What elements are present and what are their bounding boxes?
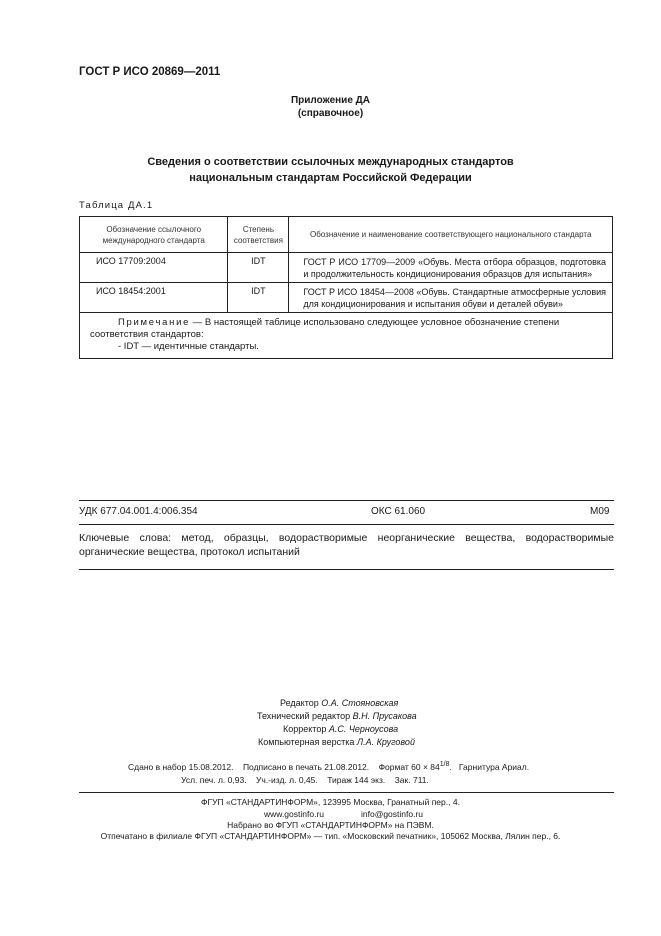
table-note-row [80, 313, 613, 359]
section-title-line1: Сведения о соответствии ссылочных международных стандартов [147, 156, 514, 168]
udk-code: УДК 677.04.001.4:006.354 [79, 506, 198, 517]
editor-line: Корректор А.С. Черноусова [283, 724, 399, 734]
printed-info: Отпечатано в филиале ФГУП «СТАНДАРТИНФОРМ» — тип. «Московский печатник», 105062 Москва, Лялин пер., 6. [100, 831, 561, 841]
section-title-line2: национальным стандартам Российской Федерации [189, 172, 472, 184]
classification-code: М09 [590, 506, 610, 517]
annex-subtitle: (справочное) [297, 108, 364, 119]
divider [79, 524, 614, 525]
divider [79, 792, 614, 793]
divider [79, 500, 614, 501]
note-text: — В настоящей таблице использовано следующее условное обозначение степени соответствия стандартов: [90, 317, 560, 340]
annex-title: Приложение ДА [290, 95, 371, 106]
editor-name: А.С. Черноусова [328, 724, 399, 734]
publisher-website: www.gostinfo.ru [264, 809, 324, 819]
header-reference-standard: Обозначение ссылочного международного стандарта [80, 217, 228, 253]
table-row [80, 253, 613, 283]
table-caption: Таблица ДА.1 [79, 200, 154, 211]
editor-line: Редактор О.А. Стояновская [280, 698, 399, 708]
degree-of-correspondence: IDT [228, 253, 289, 283]
editor-name: Л.А. Круговой [356, 737, 415, 747]
correspondence-table [79, 216, 613, 359]
editor-line: Компьютерная верстка Л.А. Круговой [258, 737, 415, 747]
note-label: Примечание [118, 317, 191, 328]
national-standard: ГОСТ Р ИСО 17709—2009 «Обувь. Места отбора образцов, подготовка и продолжительность кондиционирования образцов для испытания» [289, 253, 613, 283]
keywords: Ключевые слова: метод, образцы, водорастворимые неорганические вещества, водорастворимые органические вещества, протокол испытаний [79, 532, 614, 558]
table-row [80, 283, 613, 313]
note-item: - IDT — идентичные стандарты. [118, 341, 259, 352]
national-standard: ГОСТ Р ИСО 18454—2008 «Обувь. Стандартные атмосферные условия для кондиционирования и испытания обуви и деталей обуви» [289, 283, 613, 313]
degree-of-correspondence: IDT [228, 283, 289, 313]
editor-name: О.А. Стояновская [321, 698, 399, 708]
typeset-info: Набрано во ФГУП «СТАНДАРТИНФОРМ» на ПЭВМ. [227, 820, 434, 830]
header-degree: Степень соответствия [228, 217, 289, 253]
reference-standard: ИСО 18454:2001 [80, 283, 228, 313]
reference-standard: ИСО 17709:2004 [80, 253, 228, 283]
table-note [80, 313, 613, 359]
publisher-email: info@gostinfo.ru [361, 809, 424, 819]
print-info-line2: Усл. печ. л. 0,93. Уч.-изд. л. 0,45. Тираж 144 экз. Зак. 711. [181, 775, 429, 785]
header-national-standard: Обозначение и наименование соответствующего национального стандарта [289, 217, 613, 253]
oks-code: ОКС 61.060 [371, 506, 426, 517]
publisher-address: ФГУП «СТАНДАРТИНФОРМ», 123995 Москва, Гранатный пер., 4. [201, 797, 460, 807]
format-fraction: 1/8 [439, 761, 450, 768]
editor-line: Технический редактор В.Н. Прусакова [257, 711, 417, 721]
divider [79, 569, 614, 570]
print-info-line1: Сдано в набор 15.08.2012. Подписано в печать 21.08.2012. Формат $60 \times 84^{1/8}$. Гарнитура Ариал. [128, 761, 530, 772]
document-code: ГОСТ Р ИСО 20869—2011 [79, 66, 221, 78]
editor-name: В.Н. Прусакова [352, 711, 417, 721]
table-header-row [80, 217, 613, 253]
